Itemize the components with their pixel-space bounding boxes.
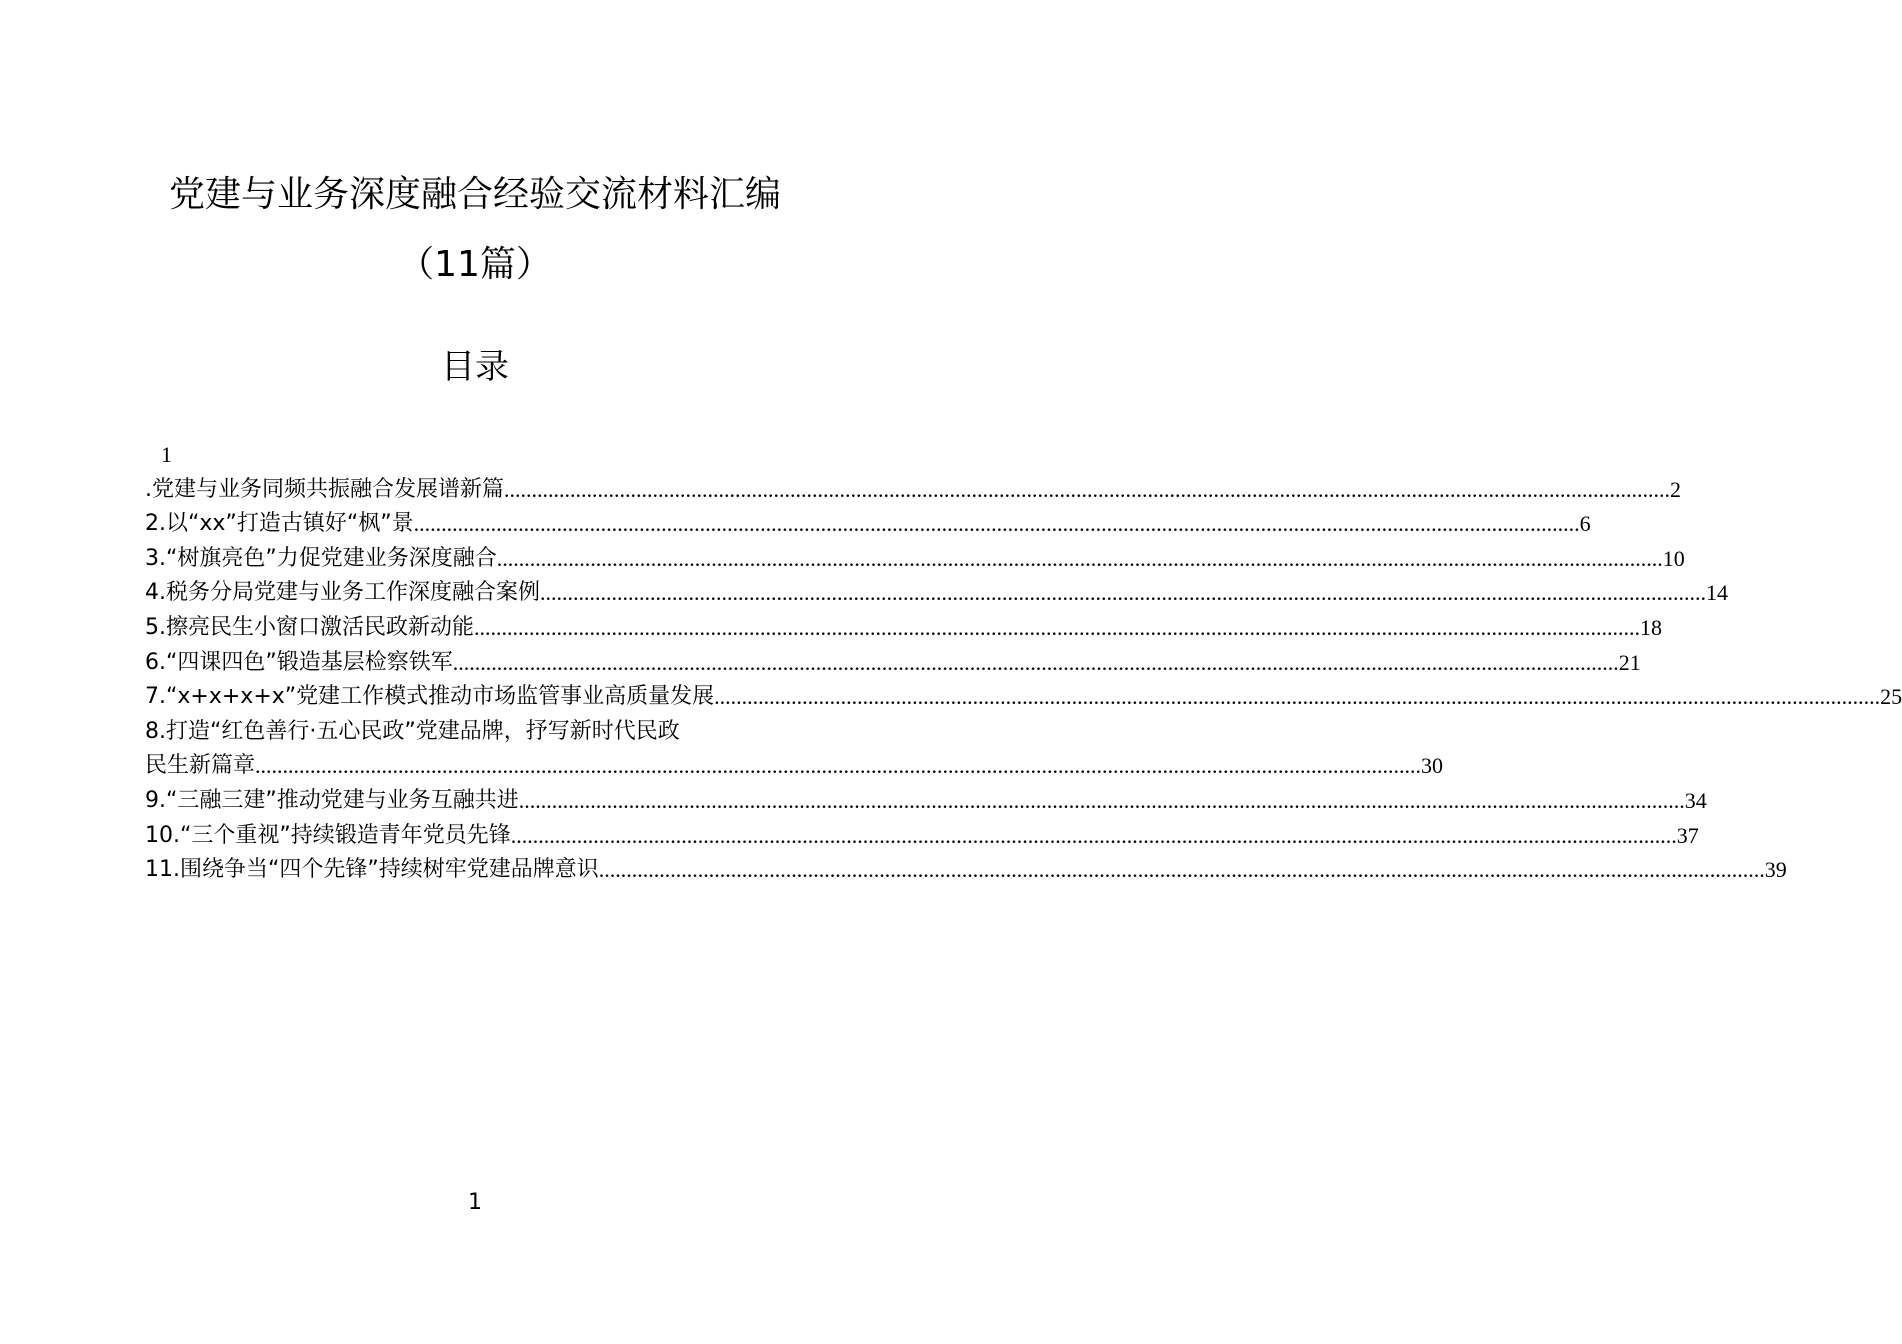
- toc-entry-title: 5.擦亮民生小窗口激活民政新动能: [145, 614, 474, 640]
- toc-entry-page: 6: [1579, 511, 1591, 537]
- toc-entry-title: 10.“三个重视”持续锻造青年党员先锋: [145, 822, 511, 848]
- toc-entry-title: .党建与业务同频共振融合发展谱新篇: [145, 476, 504, 502]
- toc-heading: 目录: [441, 347, 509, 387]
- toc-entry-page: 10: [1662, 545, 1685, 571]
- document-title: 党建与业务深度融合经验交流材料汇编: [168, 174, 781, 215]
- toc-entry-title: 7.“x+x+x+x”党建工作模式推动市场监管事业高质量发展: [145, 684, 715, 710]
- toc-entry-title: 3.“树旗亮色”力促党建业务深度融合: [145, 545, 497, 571]
- toc-entry-11[interactable]: [145, 853, 1787, 888]
- toc-entry-3[interactable]: [145, 542, 1685, 577]
- toc-entry-title: 11.围绕争当“四个先锋”持续树牢党建品牌意识: [145, 857, 599, 883]
- toc-leader-dots: [511, 819, 1677, 854]
- toc-entry-page: 30: [1421, 753, 1444, 779]
- toc-leader-dots: [599, 853, 1765, 888]
- toc-entry-title: 6.“四课四色”锻造基层检察铁军: [145, 649, 453, 675]
- toc-entry-title: 民生新篇章: [145, 753, 256, 779]
- toc-entry-page: 25: [1880, 684, 1902, 710]
- toc-leader-dots: [504, 473, 1670, 508]
- toc-entry-page: 2: [1670, 476, 1681, 502]
- toc-entry-page: 14: [1706, 580, 1728, 606]
- toc-entry-page: 34: [1684, 787, 1707, 813]
- toc-leader-dots: [255, 749, 1421, 784]
- table-of-contents: [145, 438, 1902, 888]
- toc-entry-title: 2.以“xx”打造古镇好“枫”景: [145, 511, 414, 537]
- toc-entry-4[interactable]: [145, 576, 1728, 611]
- toc-entry-8[interactable]: [145, 749, 1444, 784]
- page-number: 1: [468, 1190, 482, 1215]
- toc-entry-title: 9.“三融三建”推动党建与业务互融共进: [145, 787, 519, 813]
- toc-entry-page: 37: [1676, 822, 1699, 848]
- toc-entry-page: 18: [1640, 614, 1662, 640]
- toc-entry-title: 4.税务分局党建与业务工作深度融合案例: [145, 580, 540, 606]
- toc-leader-dots: [497, 542, 1663, 577]
- toc-entry-8-line-1[interactable]: 8.打造“红色善行·五心民政”党建品牌，抒写新时代民政: [145, 718, 680, 744]
- toc-entry-10[interactable]: [145, 819, 1699, 854]
- toc-leader-dots: [474, 611, 1640, 646]
- toc-entry-page: 39: [1764, 857, 1787, 883]
- toc-entry-7[interactable]: [145, 680, 1902, 715]
- toc-leader-dots: [519, 784, 1685, 819]
- toc-entry-number: 1: [161, 442, 172, 467]
- toc-leader-dots: [414, 507, 1580, 542]
- toc-leader-dots: [540, 576, 1706, 611]
- toc-entry-1[interactable]: [145, 473, 1681, 508]
- toc-entry-9[interactable]: [145, 784, 1707, 819]
- toc-leader-dots: [453, 646, 1619, 681]
- toc-entry-page: 21: [1618, 649, 1641, 675]
- document-subtitle: （11篇）: [398, 244, 552, 285]
- toc-entry-6[interactable]: [145, 646, 1641, 681]
- toc-entry-2[interactable]: [145, 507, 1591, 542]
- toc-entry-5[interactable]: [145, 611, 1662, 646]
- toc-leader-dots: [714, 680, 1880, 715]
